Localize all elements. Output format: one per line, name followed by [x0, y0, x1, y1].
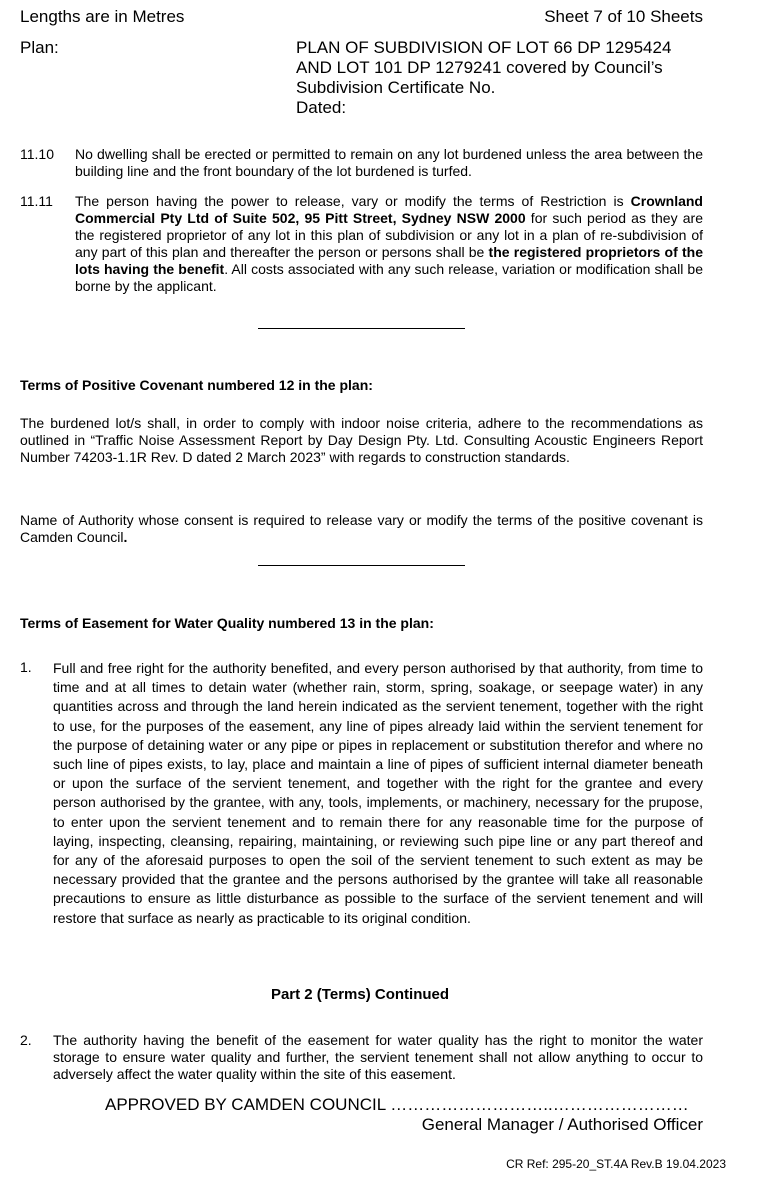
reference-number: CR Ref: 295-20_ST.4A Rev.B 19.04.2023 — [506, 1157, 726, 1171]
units-note: Lengths are in Metres — [20, 7, 185, 26]
clause-bold-part: the registered proprietors of the lots having the benefit — [75, 244, 703, 277]
section-heading: Terms of Positive Covenant numbered 12 in the plan: — [20, 377, 373, 393]
covenant-body: The burdened lot/s shall, in order to comply with indoor noise criteria, adhere to the recommendations as outlined in “Traffic Noise Assessment Report by Day Design Pty. Ltd. Consulting Acoustic Engineers Report Number 74203-1.1R Rev. D dated 2 March 2023” with regards to construction standards. — [20, 415, 703, 465]
item-number: 1. — [20, 659, 32, 675]
divider-line — [258, 565, 465, 566]
clause-number: 11.11 — [20, 193, 53, 209]
clause-bold-part: Crownland Commercial Pty Ltd of Suite 502, 95 Pitt Street, Sydney NSW 2000 — [75, 193, 703, 226]
authority-text: Name of Authority whose consent is required to release vary or modify the terms of the positive covenant is Camden Council — [20, 512, 703, 545]
divider-line — [258, 328, 465, 329]
clause-text — [75, 193, 703, 295]
approval-line — [105, 1095, 689, 1115]
clause-number: 11.10 — [20, 146, 54, 162]
clause-text-part: for such period as they are the registered proprietor of any lot in this plan of subdivision or any lot in a plan of re-subdivision of any part of this plan and thereafter the person or persons shall be — [75, 210, 703, 260]
plan-title-line: Dated: — [296, 98, 347, 117]
clause-text-part: . All costs associated with any such release, variation or modification shall be borne by the applicant. — [75, 261, 703, 294]
part-heading: Part 2 (Terms) Continued — [270, 986, 450, 1003]
easement-item-text: The authority having the benefit of the easement for water quality has the right to monitor the water storage to ensure water quality and further, the servient tenement shall not allow anything to occur to adversely affect the water quality within the site of this easement. — [53, 1032, 703, 1082]
clause-text: No dwelling shall be erected or permitted to remain on any lot burdened unless the area between the building line and the front boundary of the lot burdened is turfed. — [75, 146, 703, 179]
sheet-number: Sheet 7 of 10 Sheets — [544, 7, 703, 26]
authority-end: . — [123, 529, 128, 545]
plan-title-line: AND LOT 101 DP 1279241 covered by Council’s — [296, 58, 663, 77]
plan-label: Plan: — [20, 38, 59, 57]
section-heading: Terms of Easement for Water Quality numbered 13 in the plan: — [20, 615, 434, 631]
item-number: 2. — [20, 1032, 32, 1048]
easement-item-text: Full and free right for the authority benefited, and every person authorised by that authority, from time to time and at all times to detain water (whether rain, storm, spring, soakage, or seepage water) in any quantities across and through the land herein indicated as the servient tenement, together with the right to use, for the purposes of the easement, any line of pipes already laid within the servient tenement for the purpose of detaining water or any pipe or pipes in replacement or substitution therefor and where no such line of pipes exists, to lay, place and maintain a line of pipes of sufficient internal diameter beneath or upon the surface of the servient tenement, and together with the right for the grantee and every person authorised by the grantee, with any, tools, implements, or machinery, necessary for the prupose, to enter upon the servient tenement and to remain there for any reasonable time for the purpose of laying, inspecting, cleansing, repairing, maintaining, or reviewing such pipe line or any part thereof and for any of the aforesaid purposes to open the soil of the servient tenement to such extent as may be necessary provided that the grantee and the persons authorised by the grantee will take all reasonable precautions to ensure as little disturbance as possible to the surface of the servient tenement and will restore that surface as nearly as practicable to its original condition. — [53, 660, 703, 926]
officer-title: General Manager / Authorised Officer — [421, 1115, 703, 1134]
plan-title — [296, 38, 716, 118]
plan-title-line: PLAN OF SUBDIVISION OF LOT 66 DP 1295424 — [296, 38, 672, 57]
covenant-authority — [20, 512, 703, 546]
clause-text-part: The person having the power to release, vary or modify the terms of Restriction is — [75, 193, 631, 209]
approval-label: APPROVED BY CAMDEN COUNCIL — [105, 1095, 386, 1114]
plan-title-line: Subdivision Certificate No. — [296, 78, 496, 97]
signature-dots: ………………………..…………………… — [390, 1095, 689, 1114]
